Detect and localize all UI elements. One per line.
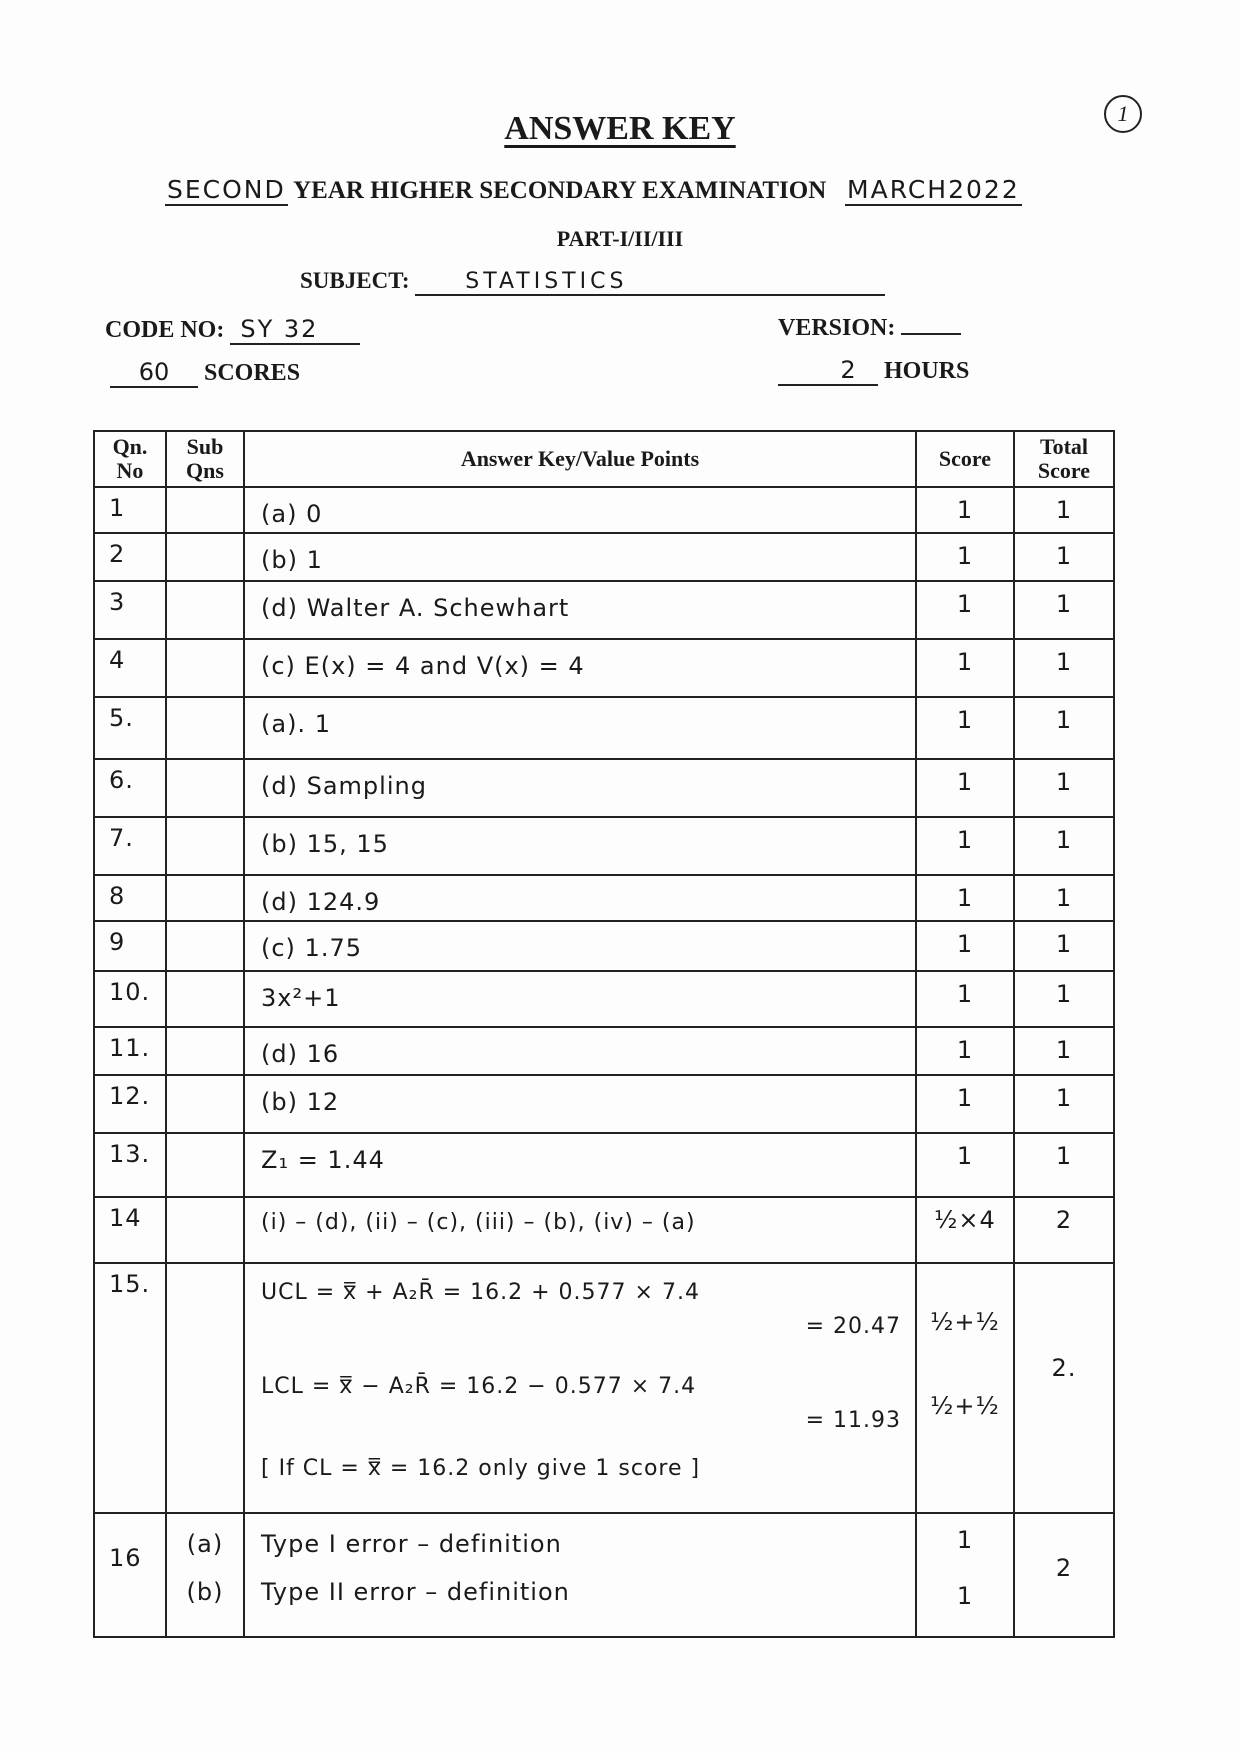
spacer xyxy=(261,1438,907,1452)
total-cell: 1 xyxy=(1014,875,1114,921)
lcl-formula: LCL = x̿ − A₂R̄ = 16.2 − 0.577 × 7.4 xyxy=(261,1374,697,1399)
total-cell: 1 xyxy=(1014,759,1114,817)
table-header-row xyxy=(94,431,1114,487)
table-row xyxy=(94,971,1114,1027)
qn-cell: 6. xyxy=(94,759,166,817)
answer-cell: (d) Sampling xyxy=(244,759,916,817)
table-row xyxy=(94,1133,1114,1197)
score-cell: 1 xyxy=(916,639,1014,697)
qn-cell: 3 xyxy=(94,581,166,639)
total-cell: 2. xyxy=(1014,1263,1114,1513)
header-answer: Answer Key/Value Points xyxy=(244,431,916,487)
hours-line xyxy=(778,356,969,386)
answer-cell xyxy=(244,1263,916,1513)
score-cell: 1 xyxy=(916,487,1014,533)
hours-value: 2 xyxy=(778,356,878,386)
code-line xyxy=(105,315,360,345)
code-value: SY 32 xyxy=(230,315,360,345)
answer-cell: (c) 1.75 xyxy=(244,921,916,971)
score-cell: 1 xyxy=(916,1133,1014,1197)
subject-line xyxy=(300,268,885,296)
answer-cell: (d) 16 xyxy=(244,1027,916,1075)
ucl-result: = 20.47 xyxy=(805,1314,901,1339)
table-row-16 xyxy=(94,1513,1114,1637)
answer-cell: (d) Walter A. Schewhart xyxy=(244,581,916,639)
score-a: 1 xyxy=(956,1526,974,1554)
score-cell xyxy=(916,1513,1014,1637)
spacer xyxy=(925,1348,1005,1392)
score-cell: 1 xyxy=(916,581,1014,639)
lcl-result: = 11.93 xyxy=(805,1408,901,1433)
total-cell: 1 xyxy=(1014,921,1114,971)
header-score: Score xyxy=(916,431,1014,487)
score-b: 1 xyxy=(956,1582,974,1610)
sub-cell xyxy=(166,971,244,1027)
code-label: CODE NO: xyxy=(105,317,225,343)
qn-cell: 12. xyxy=(94,1075,166,1133)
total-cell: 1 xyxy=(1014,1133,1114,1197)
header-qn: Qn. No xyxy=(94,431,166,487)
table-row xyxy=(94,581,1114,639)
sub-cell xyxy=(166,759,244,817)
score-cell: 1 xyxy=(916,921,1014,971)
version-blank xyxy=(901,313,961,335)
table-row xyxy=(94,1027,1114,1075)
answer-cell: (b) 15, 15 xyxy=(244,817,916,875)
answer-cell: (i) – (d), (ii) – (c), (iii) – (b), (iv) – (a) xyxy=(244,1197,916,1263)
sub-a: (a) xyxy=(186,1530,224,1558)
month-year: MARCH2022 xyxy=(847,175,1020,204)
table-row xyxy=(94,639,1114,697)
score-cell: 1 xyxy=(916,971,1014,1027)
lcl-score: ½+½ xyxy=(930,1392,1000,1420)
answer-cell: (a). 1 xyxy=(244,697,916,759)
sub-cell xyxy=(166,1513,244,1637)
score-cell: 1 xyxy=(916,875,1014,921)
table-row xyxy=(94,697,1114,759)
ucl-score: ½+½ xyxy=(930,1308,1000,1336)
table-row xyxy=(94,533,1114,581)
qn-cell: 1 xyxy=(94,487,166,533)
exam-line xyxy=(165,175,1022,205)
answer-key-table xyxy=(93,430,1115,1638)
table-row xyxy=(94,817,1114,875)
total-cell: 1 xyxy=(1014,697,1114,759)
scores-label: SCORES xyxy=(204,360,301,386)
sub-cell xyxy=(166,697,244,759)
answer-a: Type I error – definition xyxy=(261,1530,562,1558)
page-number: 1 xyxy=(1104,95,1142,133)
total-cell: 1 xyxy=(1014,1075,1114,1133)
score-cell: 1 xyxy=(916,1027,1014,1075)
sub-cell xyxy=(166,533,244,581)
version-line xyxy=(778,313,961,342)
table-row xyxy=(94,921,1114,971)
score-cell: 1 xyxy=(916,533,1014,581)
subject-label: SUBJECT: xyxy=(300,268,410,293)
answer-b: Type II error – definition xyxy=(261,1578,570,1606)
scores-value: 60 xyxy=(110,358,198,388)
qn-cell: 4 xyxy=(94,639,166,697)
answer-cell: 3x²+1 xyxy=(244,971,916,1027)
sub-cell xyxy=(166,1027,244,1075)
hours-label: HOURS xyxy=(884,358,970,384)
table-row xyxy=(94,1075,1114,1133)
sub-cell xyxy=(166,1197,244,1263)
total-cell: 1 xyxy=(1014,581,1114,639)
score-cell: 1 xyxy=(916,759,1014,817)
sub-cell xyxy=(166,1133,244,1197)
qn-cell: 14 xyxy=(94,1197,166,1263)
ucl-formula: UCL = x̿ + A₂R̄ = 16.2 + 0.577 × 7.4 xyxy=(261,1280,700,1305)
header-sub: Sub Qns xyxy=(166,431,244,487)
qn-cell: 13. xyxy=(94,1133,166,1197)
answer-cell: (a) 0 xyxy=(244,487,916,533)
sub-cell xyxy=(166,639,244,697)
table-row xyxy=(94,487,1114,533)
score-cell: 1 xyxy=(916,817,1014,875)
total-cell: 1 xyxy=(1014,533,1114,581)
sub-cell xyxy=(166,921,244,971)
scores-line xyxy=(110,358,300,388)
sub-cell xyxy=(166,875,244,921)
answer-cell: (c) E(x) = 4 and V(x) = 4 xyxy=(244,639,916,697)
spacer xyxy=(261,1344,907,1370)
qn-cell: 16 xyxy=(94,1513,166,1637)
total-cell: 1 xyxy=(1014,817,1114,875)
answer-cell: Z₁ = 1.44 xyxy=(244,1133,916,1197)
score-cell: 1 xyxy=(916,1075,1014,1133)
sub-cell xyxy=(166,1263,244,1513)
page-title: ANSWER KEY xyxy=(504,110,736,147)
total-cell: 1 xyxy=(1014,971,1114,1027)
qn-cell: 10. xyxy=(94,971,166,1027)
header-total: Total Score xyxy=(1014,431,1114,487)
table-row xyxy=(94,875,1114,921)
total-cell: 1 xyxy=(1014,1027,1114,1075)
answer-cell: (b) 12 xyxy=(244,1075,916,1133)
part-label: PART-I/II/III xyxy=(556,226,684,251)
subject-value: STATISTICS xyxy=(415,269,885,296)
qn-cell: 9 xyxy=(94,921,166,971)
sub-cell xyxy=(166,487,244,533)
year-handwritten: SECOND xyxy=(167,175,286,204)
qn-cell: 15. xyxy=(94,1263,166,1513)
table-row xyxy=(94,759,1114,817)
answer-cell xyxy=(244,1513,916,1637)
cl-note: [ If CL = x̿ = 16.2 only give 1 score ] xyxy=(261,1456,701,1481)
sub-b: (b) xyxy=(186,1578,224,1606)
sub-cell xyxy=(166,581,244,639)
total-cell: 2 xyxy=(1014,1197,1114,1263)
qn-cell: 5. xyxy=(94,697,166,759)
score-cell: 1 xyxy=(916,697,1014,759)
total-cell: 2 xyxy=(1014,1513,1114,1637)
total-cell: 1 xyxy=(1014,487,1114,533)
qn-cell: 2 xyxy=(94,533,166,581)
sub-cell xyxy=(166,1075,244,1133)
total-cell: 1 xyxy=(1014,639,1114,697)
table-row xyxy=(94,1197,1114,1263)
qn-cell: 11. xyxy=(94,1027,166,1075)
score-cell: ½×4 xyxy=(916,1197,1014,1263)
score-cell xyxy=(916,1263,1014,1513)
qn-cell: 7. xyxy=(94,817,166,875)
answer-cell: (d) 124.9 xyxy=(244,875,916,921)
sub-cell xyxy=(166,817,244,875)
exam-title: YEAR HIGHER SECONDARY EXAMINATION xyxy=(293,177,827,204)
table-row-15 xyxy=(94,1263,1114,1513)
answer-cell: (b) 1 xyxy=(244,533,916,581)
version-label: VERSION: xyxy=(778,315,896,341)
qn-cell: 8 xyxy=(94,875,166,921)
